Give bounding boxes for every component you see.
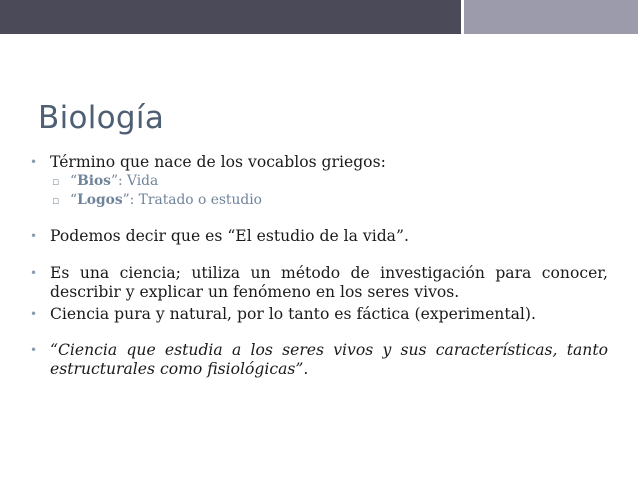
bullet-text: Ciencia pura y natural, por lo tanto es fáctica (experimental). [50, 305, 536, 323]
bullet-item-1 [28, 153, 608, 172]
top-bar-dark-segment [0, 0, 461, 34]
sub-item-logos [28, 191, 608, 210]
bullet-item-4 [28, 305, 608, 324]
sub-item-term: Bios [77, 173, 111, 189]
slide-title: Biología [38, 100, 165, 136]
sub-item-term: Logos [77, 192, 123, 208]
sub-bullet-icon: ▫ [52, 194, 60, 207]
bullet-icon: • [30, 343, 38, 357]
bullet-text: Es una ciencia; utiliza un método de investigación para conocer, describir y explicar un fenómeno en los seres vivos. [50, 264, 608, 301]
bullet-item-3 [28, 264, 608, 302]
bullet-icon: • [30, 307, 38, 321]
bullet-icon: • [30, 229, 38, 243]
bullet-text: “Ciencia que estudia a los seres vivos y sus características, tanto estructurales como fisiológicas”. [50, 341, 608, 378]
bullet-text: Podemos decir que es “El estudio de la vida”. [50, 227, 409, 245]
sub-bullet-icon: ▫ [52, 175, 60, 188]
slide-body [28, 153, 608, 379]
bullet-icon: • [30, 155, 38, 169]
sub-item-bios [28, 172, 608, 191]
bullet-item-5 [28, 341, 608, 379]
bullet-item-2 [28, 227, 608, 246]
sub-item-meaning: ”: Vida [110, 173, 159, 189]
top-decorative-bar [0, 0, 638, 34]
sub-item-meaning: ”: Tratado o estudio [122, 192, 262, 208]
sub-item-open-quote: “ [70, 192, 78, 208]
bullet-text: Término que nace de los vocablos griegos: [50, 153, 386, 171]
sub-item-open-quote: “ [70, 173, 78, 189]
top-bar-accent-segment [464, 0, 638, 34]
bullet-icon: • [30, 266, 38, 280]
